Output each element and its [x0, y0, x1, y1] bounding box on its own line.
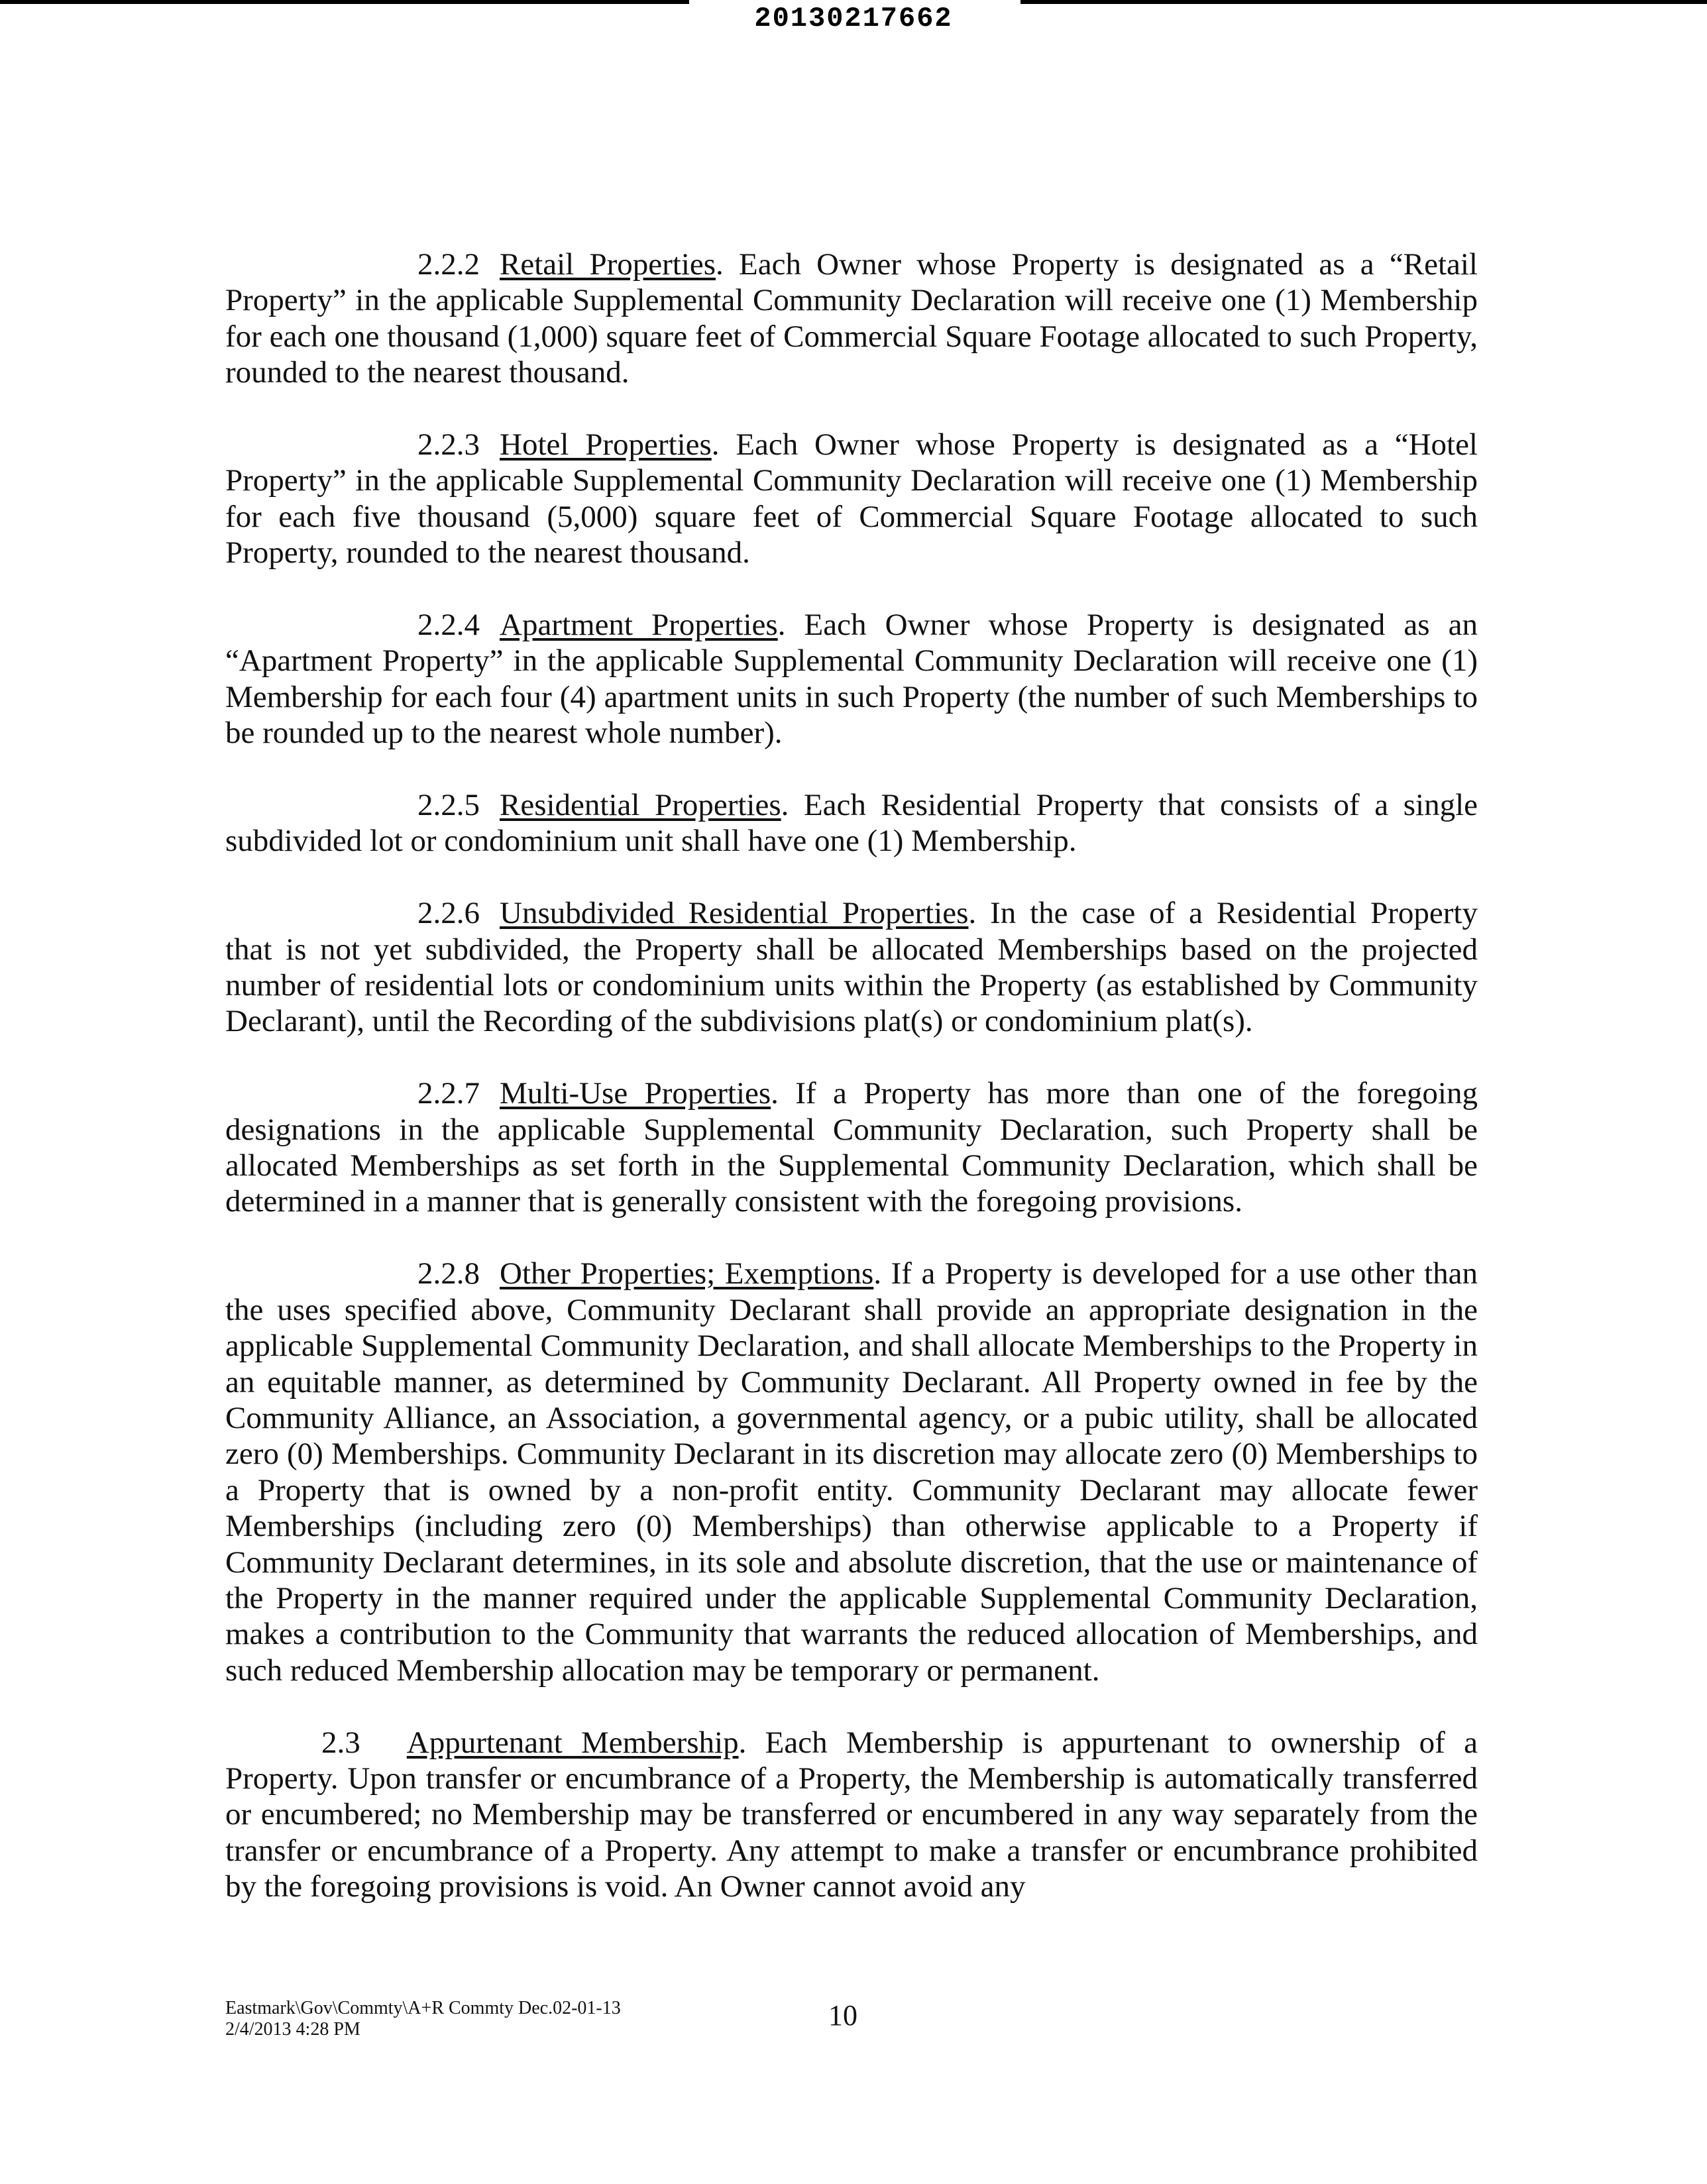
section-text: . Each Owner whose Property is designated as a “Retail Property” in the applicable Supplemental Community Declaration will receive one (1) Membership for each one thousand (1,000) square feet of Commercial Square Footage allocated to such Property, rounded to the nearest thousand.: [225, 247, 1478, 390]
section-2-2-8: [225, 1256, 1478, 1688]
section-text: . Each Residential Property that consists of a single subdivided lot or condominium unit shall have one (1) Membership.: [225, 788, 1478, 859]
section-number: 2.2.3: [417, 427, 480, 463]
section-text: . If a Property has more than one of the foregoing designations in the applicable Supplemental Community Declaration, such Property shall be allocated Memberships as set forth in the Supplemental Community Declaration, which shall be determined in a manner that is generally consistent with the foregoing provisions.: [225, 1076, 1478, 1219]
section-2-3: [225, 1725, 1478, 1905]
section-heading: Other Properties; Exemptions: [500, 1256, 874, 1291]
section-text: . In the case of a Residential Property that is not yet subdivided, the Property shall be allocated Memberships based on the projected number of residential lots or condominium units within the Property (as established by Community Declarant), until the Recording of the subdivisions plat(s) or condominium plat(s).: [225, 896, 1478, 1039]
page-number: 10: [828, 1999, 857, 2032]
section-text: . If a Property is developed for a use other than the uses specified above, Community Declarant shall provide an appropriate designation in the applicable Supplemental Community Declaration, and shall allocate Memberships to the Property in an equitable manner, as determined by Community Declarant. All Property owned in fee by the Community Alliance, an Association, a governmental agency, or a pubic utility, shall be allocated zero (0) Memberships. Community Declarant in its discretion may allocate zero (0) Memberships to a Property that is owned by a non-profit entity. Community Declarant may allocate fewer Memberships (including zero (0) Memberships) than otherwise applicable to a Property if Community Declarant determines, in its sole and absolute discretion, that the use or maintenance of the Property in the manner required under the applicable Supplemental Community Declaration, makes a contribution to the Community that warrants the reduced allocation of Memberships, and such reduced Membership allocation may be temporary or permanent.: [225, 1256, 1478, 1688]
section-2-2-6: [225, 895, 1478, 1040]
section-heading: Residential Properties: [500, 788, 781, 823]
section-2-2-5: [225, 787, 1478, 859]
section-heading: Retail Properties: [500, 247, 716, 282]
section-number: 2.2.8: [417, 1256, 480, 1291]
footer-file-info: [225, 1998, 621, 2040]
section-2-2-7: [225, 1075, 1478, 1220]
section-number: 2.2.2: [417, 247, 480, 282]
section-text: . Each Owner whose Property is designated as an “Apartment Property” in the applicable Supplemental Community Declaration will receive one (1) Membership for each four (4) apartment units in such Property (the number of such Memberships to be rounded up to the nearest whole number).: [225, 608, 1478, 751]
section-number: 2.2.6: [417, 896, 480, 931]
section-heading: Appurtenant Membership: [406, 1725, 739, 1760]
section-heading: Multi-Use Properties: [500, 1076, 771, 1111]
footer-timestamp: 2/4/2013 4:28 PM: [225, 2019, 360, 2040]
section-number: 2.2.5: [417, 788, 480, 823]
document-body: [225, 246, 1478, 1941]
footer-file-path: Eastmark\Gov\Commty\A+R Commty Dec.02-01-13: [225, 1998, 621, 2018]
section-number: 2.2.7: [417, 1076, 480, 1111]
recording-number: 20130217662: [754, 3, 953, 34]
section-text: . Each Membership is appurtenant to ownership of a Property. Upon transfer or encumbrance of a Property, the Membership is automatically transferred or encumbered; no Membership may be transferred or encumbered in any way separately from the transfer or encumbrance of a Property. Any attempt to make a transfer or encumbrance prohibited by the foregoing provisions is void. An Owner cannot avoid any: [225, 1725, 1478, 1904]
section-2-2-3: [225, 427, 1478, 571]
section-2-2-4: [225, 607, 1478, 751]
section-number: 2.2.4: [417, 608, 480, 643]
section-number: 2.3: [321, 1725, 360, 1760]
section-2-2-2: [225, 246, 1478, 391]
section-heading: Apartment Properties: [500, 608, 778, 643]
section-heading: Unsubdivided Residential Properties: [500, 896, 969, 931]
section-heading: Hotel Properties: [500, 427, 712, 463]
section-text: . Each Owner whose Property is designated as a “Hotel Property” in the applicable Supplemental Community Declaration will receive one (1) Membership for each five thousand (5,000) square feet of Commercial Square Footage allocated to such Property, rounded to the nearest thousand.: [225, 427, 1478, 571]
